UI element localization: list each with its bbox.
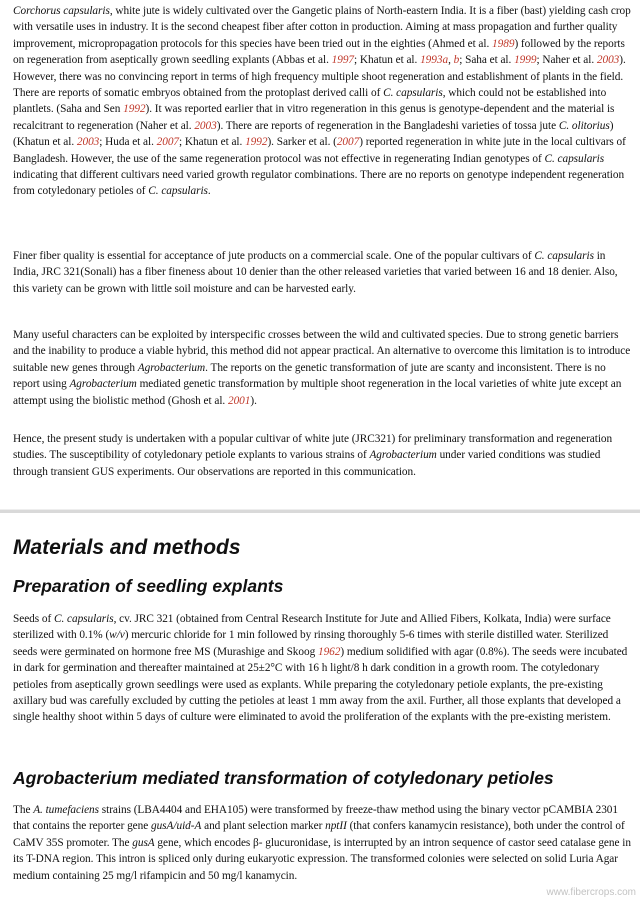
citation-year[interactable]: 2003 <box>76 136 100 149</box>
text-run: ). However, there was no convincing report in terms of high frequency multiple shoot regeneration and establishment of plants in the field. There are reports of somatic embryos obtained from the protoplast derived calli of <box>13 54 626 100</box>
text-run: (that confers kanamycin resistance), both under the control of CaMV 35S promoter. The <box>13 820 625 849</box>
citation-year[interactable]: 1999 <box>514 54 537 67</box>
text-run: strains (LBA4404 and EHA105) were transformed by freeze-thaw method using the binary vector pCAMBIA 2301 that contains the reporter gene <box>13 804 618 833</box>
intro-paragraph-3-block <box>13 327 632 409</box>
text-run: ) followed by the reports on regeneration from aseptically grown seedling explants (Abbas et al. <box>13 37 625 67</box>
text-run: ). It was reported earlier that in vitro regeneration in this genus is genotype-dependent and the material is recalcitrant to regeneration (Naher et al. <box>13 103 615 132</box>
text-run: ). Sarker et al. ( <box>267 136 337 149</box>
italic-term: w/v <box>109 629 125 642</box>
text-run: ). <box>250 394 257 407</box>
text-run: ) (Khatun et al. <box>13 119 614 149</box>
text-run: ) reported regeneration in white jute in the local cultivars of Bangladesh. However, the use of the same regeneration protocol was not effective in regenerating Indian genotypes of <box>13 136 626 165</box>
citation-year[interactable]: 1997 <box>331 54 355 67</box>
citation-year[interactable]: 1992 <box>245 136 268 149</box>
text-run: in India, JRC 321(Sonali) has a fiber fineness about 10 denier than the other released varieties that varied between 16 and 18 denier. Also, this variety can be grown with little soil moisture and can be harvested early. <box>13 250 618 295</box>
italic-term: Agrobacterium <box>369 449 437 462</box>
text-run: Finer fiber quality is essential for acceptance of jute products on a commercial scale. One of the popular cultivars of <box>13 250 535 262</box>
italic-term: Agrobacterium <box>137 361 206 374</box>
citation-year[interactable]: 1989 <box>492 37 515 50</box>
intro-paragraph-1 <box>13 3 632 200</box>
intro-paragraph-3 <box>13 327 632 409</box>
intro-paragraph-4 <box>13 431 632 480</box>
section-divider <box>0 509 640 513</box>
italic-term: C. capsularis <box>534 250 594 262</box>
text-run: gene, which encodes β- glucuronidase, is interrupted by an intron sequence of castor seed catalase gene in its T-DNA region. This intron is spliced only during eukaryotic expression. The transformed colonies were selected on solid Luria Agar medium containing 25 mg/l rifampicin and 50 mg/l kanamycin. <box>13 836 631 882</box>
text-run: ) mercuric chloride for 1 min followed by rinsing thoroughly 5-6 times with sterile distilled water. Sterilized seeds were germinated on hormone free MS (Murashige and Skoog <box>13 629 609 658</box>
italic-term: gusA <box>132 836 155 849</box>
italic-term: C. capsularis <box>148 185 208 198</box>
seedling-paragraph <box>13 611 632 726</box>
text-run: , white jute is widely cultivated over the Gangetic plains of North-eastern India. It is a fiber (bast) yielding cash crop with versatile uses in industry. It is the second cheapest fiber after cotton in production. Aiming at mass propagation and further quality improvement, micropropagation protocols for this species have been tried out in the eighties (Ahmed et al. <box>13 5 631 50</box>
site-watermark: www.fibercrops.com <box>546 887 636 898</box>
text-run: ). There are reports of regeneration in the Bangladeshi varieties of tossa jute <box>216 119 559 132</box>
italic-term: nptII <box>325 820 347 833</box>
citation-year[interactable]: 1993a <box>420 54 449 67</box>
text-run: . The reports on the genetic transformation of jute are scanty and inconsistent. There is no report using <box>13 361 606 391</box>
subsection-heading-seedling: Preparation of seedling explants <box>13 576 284 596</box>
intro-paragraph-1-block <box>13 3 632 200</box>
text-run: under varied conditions was studied through transient GUS experiments. Our observations are reported in this communication. <box>13 449 601 478</box>
text-run: ) medium solidified with agar (0.8%). The seeds were incubated in dark for germination and thereafter maintained at 25±2°C with 16 h light/8 h dark condition in a growth room. The cotyledonary petioles from aseptically grown seedlings were used as explants. While preparing the cotyledonary petiole explants, the pre-existing axillary bud was carefully excluded by cutting the petioles at least 1 mm away from the axil. Further, all those explants that developed a single healthy shoot within 5 days of culture were eliminated to avoid the proliferation of the explants with the pre-existing meristem. <box>13 645 628 724</box>
text-run: ; Naher et al. <box>536 54 597 67</box>
agrobacterium-paragraph-block <box>13 802 632 884</box>
agrobacterium-paragraph <box>13 802 632 884</box>
text-run: The <box>13 804 34 816</box>
intro-paragraph-2-block <box>13 248 632 297</box>
citation-year[interactable]: 1992 <box>123 103 146 116</box>
text-run: ; Saha et al. <box>459 54 515 67</box>
italic-term: A. tumefaciens <box>33 804 99 816</box>
text-run: ; Huda et al. <box>99 136 157 149</box>
text-run: , <box>448 54 454 67</box>
subsection-heading-agrobacterium: Agrobacterium mediated transformation of cotyledonary petioles <box>13 768 554 788</box>
seedling-paragraph-block <box>13 611 632 726</box>
italic-term: Corchorus capsularis <box>13 5 110 17</box>
text-run: and plant selection marker <box>201 820 326 833</box>
citation-year[interactable]: 2007 <box>156 136 180 149</box>
text-run: indicating that different cultivars need varied growth regulator combinations. There are no reports on genotype independent regeneration from cotyledonary petioles of <box>13 169 625 198</box>
citation-year[interactable]: 1962 <box>317 645 341 658</box>
text-run: ; Khatun et al. <box>179 136 246 149</box>
italic-term: gusA/uid-A <box>150 820 202 833</box>
italic-term: Agrobacterium <box>69 378 137 391</box>
text-run: Many useful characters can be exploited by interspecific crosses between the wild and cultivated species. Due to strong genetic barriers and the inability to produce a viable hybrid, this method did not appear practical. An alternative to overcome this limitation is to introduce suitable new genes through <box>13 329 631 374</box>
intro-paragraph-2 <box>13 248 632 297</box>
italic-term: C. capsularis <box>544 152 605 165</box>
italic-term: C. capsularis <box>383 87 443 100</box>
text-run: Seeds of <box>13 613 54 625</box>
italic-term: C. capsularis <box>53 613 114 625</box>
citation-year[interactable]: 2001 <box>227 394 251 407</box>
text-run: , cv. JRC 321 (obtained from Central Research Institute for Jute and Allied Fibers, Kolkata, India) were surface sterilized with 0.1% ( <box>13 613 611 642</box>
text-run: mediated genetic transformation by multiple shoot regeneration in the local varieties of white jute except an attempt using the biolistic method (Ghosh et al. <box>13 378 622 407</box>
intro-paragraph-4-block <box>13 431 632 480</box>
text-run: ; Khatun et al. <box>354 54 421 67</box>
citation-year[interactable]: 2003 <box>194 119 217 132</box>
citation-year[interactable]: 2003 <box>596 54 620 67</box>
text-run: Hence, the present study is undertaken with a popular cultivar of white jute (JRC321) for preliminary transformation and regeneration studies. The susceptibility of cotyledonary petiole explants to various strains of <box>13 433 613 462</box>
italic-term: C. olitorius <box>558 119 610 132</box>
text-run: , which could not be established into plantlets. (Saha and Sen <box>13 87 607 116</box>
section-heading: Materials and methods <box>13 536 241 559</box>
citation-year[interactable]: 2007 <box>336 136 360 149</box>
citation-year[interactable]: b <box>453 54 460 67</box>
text-run: . <box>207 185 211 198</box>
